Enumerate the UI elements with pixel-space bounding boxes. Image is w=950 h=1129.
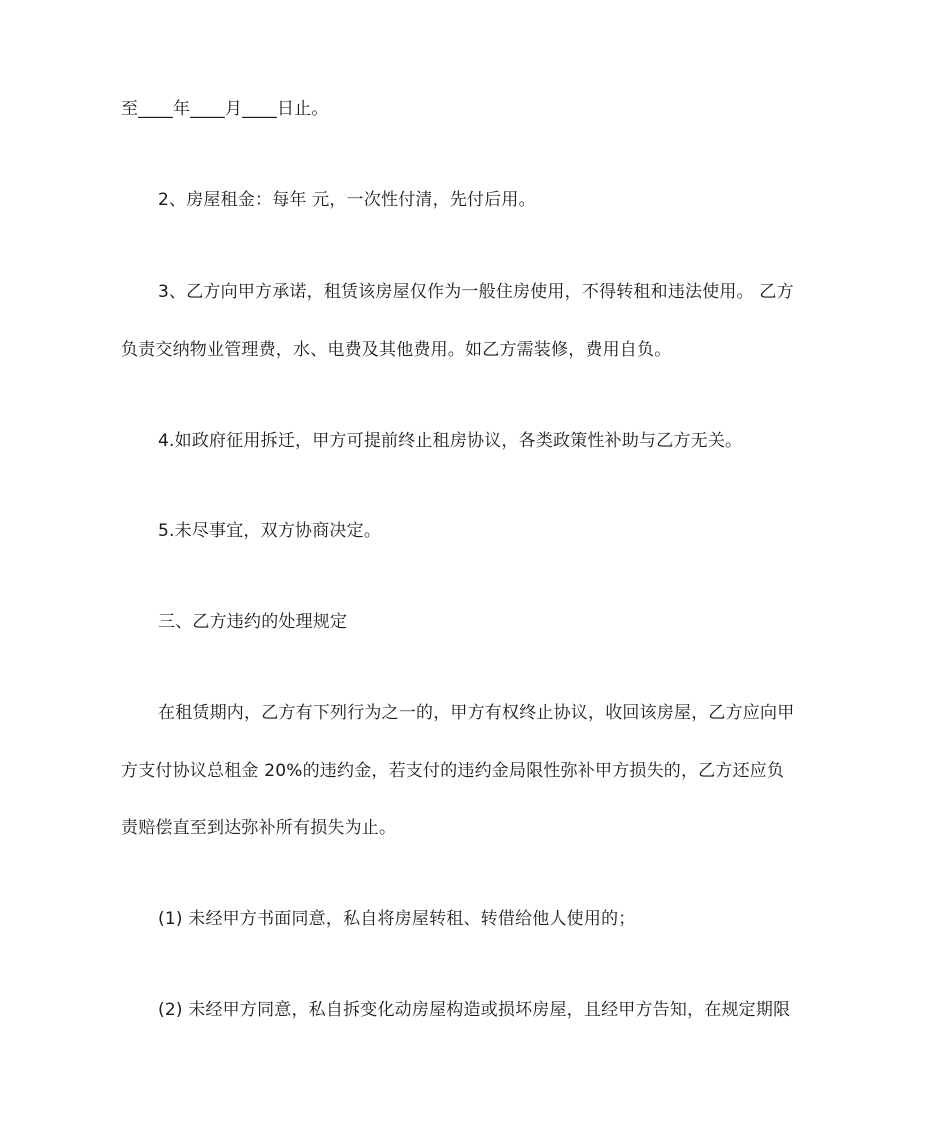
demolition-clause: 4.如政府征用拆迁，甲方可提前终止租房协议，各类政策性补助与乙方无关。 xyxy=(158,431,743,451)
rent-clause: 2、房屋租金：每年 元，一次性付清，先付后用。 xyxy=(158,190,536,210)
lease-end-date-line: 至____年____月____日止。 xyxy=(121,99,329,119)
breach-item-2: (2) 未经甲方同意，私自拆变化动房屋构造或损坏房屋，且经甲方告知，在规定期限 xyxy=(158,1000,791,1020)
usage-clause-line-1: 3、乙方向甲方承诺，租赁该房屋仅作为一般住房使用，不得转租和违法使用。 乙方 xyxy=(158,282,794,302)
breach-paragraph-line-1: 在租赁期内，乙方有下列行为之一的，甲方有权终止协议，收回该房屋，乙方应向甲 xyxy=(158,703,795,723)
breach-item-1: (1) 未经甲方书面同意，私自将房屋转租、转借给他人使用的； xyxy=(158,909,636,929)
breach-paragraph-line-2: 方支付协议总租金 20%的违约金，若支付的违约金局限性弥补甲方损失的，乙方还应负 xyxy=(121,761,785,781)
breach-paragraph-line-3: 责赔偿直至到达弥补所有损失为止。 xyxy=(121,818,397,838)
other-matters-clause: 5.未尽事宜，双方协商决定。 xyxy=(158,521,382,541)
section-heading-breach: 三、乙方违约的处理规定 xyxy=(158,612,348,632)
usage-clause-line-2: 负责交纳物业管理费，水、电费及其他费用。如乙方需装修，费用自负。 xyxy=(121,340,672,360)
